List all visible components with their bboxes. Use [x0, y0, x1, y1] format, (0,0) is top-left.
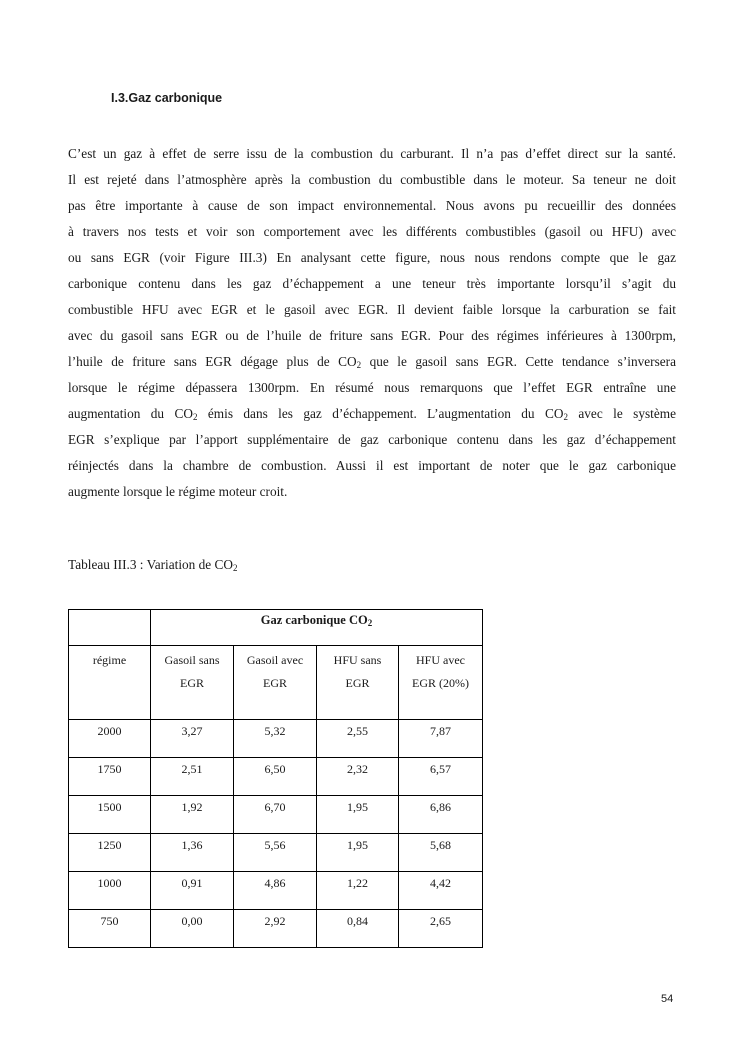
value-cell: 1,22: [317, 872, 399, 910]
paragraph-line: Il est rejeté dans l’atmosphère après la combustion du combustible dans le moteur. Sa teneur ne doit: [68, 172, 676, 187]
value-cell: 2,92: [234, 910, 317, 948]
column-header: HFU avec EGR (20%): [399, 646, 483, 720]
value-cell: 2,32: [317, 758, 399, 796]
value-cell: 6,57: [399, 758, 483, 796]
value-cell: 6,86: [399, 796, 483, 834]
value-cell: 5,68: [399, 834, 483, 872]
regime-cell: 1500: [69, 796, 151, 834]
paragraph-line: C’est un gaz à effet de serre issu de la combustion du carburant. Il n’a pas d’effet direct sur la santé.: [68, 146, 676, 161]
column-header: Gasoil sans EGR: [151, 646, 234, 720]
value-cell: 2,65: [399, 910, 483, 948]
paragraph-line: l’huile de friture sans EGR dégage plus de $CO_2$ que le gasoil sans EGR. Cette tendance s’inversera: [68, 354, 676, 370]
value-cell: 0,84: [317, 910, 399, 948]
value-cell: 4,86: [234, 872, 317, 910]
value-cell: 1,95: [317, 834, 399, 872]
table-row: [69, 834, 483, 872]
table-title: Gaz carbonique $CO_2$: [151, 610, 483, 646]
table-caption: Tableau III.3 : Variation de $CO_2$: [68, 557, 238, 573]
table-header-row: [69, 646, 483, 720]
paragraph-line: combustible HFU avec EGR et le gasoil avec EGR. Il devient faible lorsque la carburation se fait: [68, 302, 676, 317]
paragraph-line: carbonique contenu dans les gaz d’échappement a une teneur très importante lorsqu’il s’agit du: [68, 276, 676, 291]
table-row: [69, 872, 483, 910]
table-row: [69, 796, 483, 834]
value-cell: 6,50: [234, 758, 317, 796]
value-cell: 5,56: [234, 834, 317, 872]
regime-cell: 2000: [69, 720, 151, 758]
page-number: 54: [661, 993, 674, 1005]
paragraph-line: avec du gasoil sans EGR ou de l’huile de friture sans EGR. Pour des régimes inférieures à 1300rpm,: [68, 328, 676, 343]
value-cell: 5,32: [234, 720, 317, 758]
paragraph-line: ou sans EGR (voir Figure III.3) En analysant cette figure, nous nous rendons compte que le gaz: [68, 250, 676, 265]
paragraph-line: EGR s’explique par l’apport supplémentaire de gaz carbonique contenu dans les gaz d’échappement: [68, 432, 676, 447]
value-cell: 3,27: [151, 720, 234, 758]
regime-cell: 750: [69, 910, 151, 948]
paragraph-line: augmentation du $CO_2$ émis dans les gaz d’échappement. L’augmentation du $CO_2$ avec le système: [68, 406, 676, 422]
empty-cell: [69, 610, 151, 646]
value-cell: 1,36: [151, 834, 234, 872]
regime-cell: 1750: [69, 758, 151, 796]
paragraph-line: à travers nos tests et voir son comportement avec les différents combustibles (gasoil ou HFU) avec: [68, 224, 676, 239]
table-row: [69, 758, 483, 796]
value-cell: 7,87: [399, 720, 483, 758]
value-cell: 2,51: [151, 758, 234, 796]
column-header: Gasoil avec EGR: [234, 646, 317, 720]
body-paragraph: [68, 141, 676, 505]
section-heading: I.3.Gaz carbonique: [111, 91, 223, 105]
value-cell: 2,55: [317, 720, 399, 758]
value-cell: 4,42: [399, 872, 483, 910]
paragraph-line: réinjectés dans la chambre de combustion. Aussi il est important de noter que le gaz carbonique: [68, 458, 676, 473]
value-cell: 0,91: [151, 872, 234, 910]
value-cell: 0,00: [151, 910, 234, 948]
paragraph-line: pas être importante à cause de son impact environnemental. Nous avons pu recueillir des données: [68, 198, 676, 213]
column-header: HFU sans EGR: [317, 646, 399, 720]
table-row: [69, 720, 483, 758]
table-title-row: [69, 610, 483, 646]
value-cell: 1,95: [317, 796, 399, 834]
value-cell: 6,70: [234, 796, 317, 834]
table-row: [69, 910, 483, 948]
regime-cell: 1000: [69, 872, 151, 910]
regime-cell: 1250: [69, 834, 151, 872]
co2-table: [68, 609, 483, 948]
row-header: régime: [69, 646, 151, 720]
paragraph-line: augmente lorsque le régime moteur croit.: [68, 484, 288, 499]
paragraph-line: lorsque le régime dépassera 1300rpm. En résumé nous remarquons que l’effet EGR entraîne une: [68, 380, 676, 395]
value-cell: 1,92: [151, 796, 234, 834]
